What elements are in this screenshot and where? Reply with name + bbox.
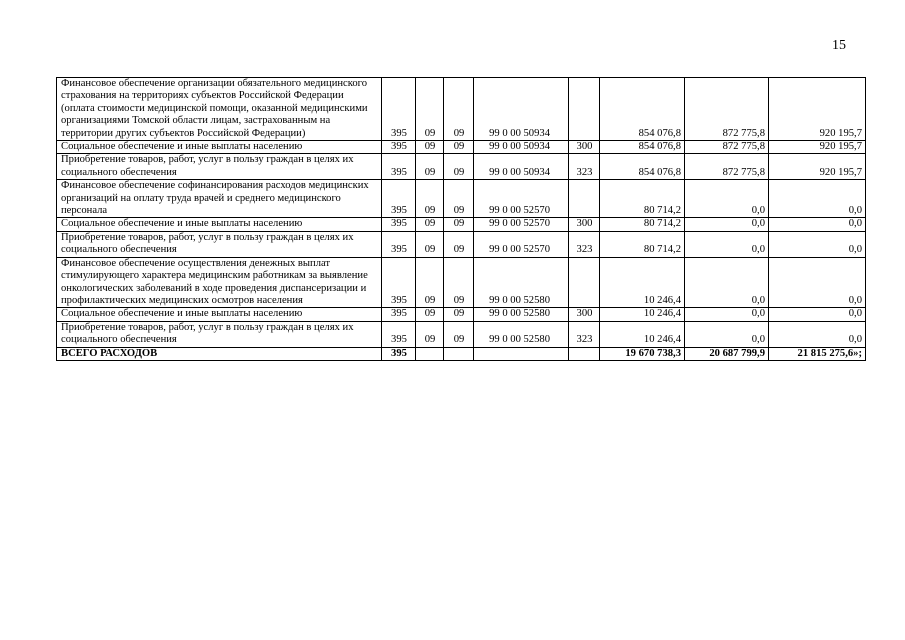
row-name-cell: Социальное обеспечение и иные выплаты населению <box>57 308 382 321</box>
target-article-code-cell: 99 0 00 52580 <box>474 257 569 308</box>
subsection-code-cell <box>444 347 474 360</box>
amount-year1-cell: 854 076,8 <box>600 154 685 180</box>
amount-year3-cell: 0,0 <box>769 257 866 308</box>
target-article-code-cell: 99 0 00 52580 <box>474 321 569 347</box>
expense-type-code-cell: 300 <box>569 141 600 154</box>
page-number: 15 <box>832 38 846 53</box>
target-article-code-cell <box>474 347 569 360</box>
admin-code-cell: 395 <box>382 308 416 321</box>
amount-year2-cell: 0,0 <box>685 308 769 321</box>
expense-type-code-cell <box>569 257 600 308</box>
row-name-cell: Приобретение товаров, работ, услуг в пользу граждан в целях их социального обеспечения <box>57 154 382 180</box>
amount-year1-cell: 854 076,8 <box>600 141 685 154</box>
expense-type-code-cell <box>569 78 600 141</box>
subsection-code-cell: 09 <box>444 257 474 308</box>
table-row <box>57 180 866 218</box>
section-code-cell: 09 <box>416 154 444 180</box>
admin-code-cell: 395 <box>382 180 416 218</box>
amount-year1-cell: 854 076,8 <box>600 78 685 141</box>
section-code-cell: 09 <box>416 141 444 154</box>
row-name-cell: Приобретение товаров, работ, услуг в пользу граждан в целях их социального обеспечения <box>57 231 382 257</box>
amount-year3-cell: 0,0 <box>769 231 866 257</box>
amount-year2-cell: 872 775,8 <box>685 78 769 141</box>
amount-year3-cell: 21 815 275,6»; <box>769 347 866 360</box>
expense-type-code-cell: 323 <box>569 154 600 180</box>
subsection-code-cell: 09 <box>444 154 474 180</box>
amount-year2-cell: 0,0 <box>685 218 769 231</box>
row-name-cell: ВСЕГО РАСХОДОВ <box>57 347 382 360</box>
amount-year1-cell: 10 246,4 <box>600 257 685 308</box>
section-code-cell: 09 <box>416 218 444 231</box>
row-name-cell: Финансовое обеспечение софинансирования расходов медицинских организаций на оплату труда врачей и среднего медицинского персонала <box>57 180 382 218</box>
expense-type-code-cell: 300 <box>569 218 600 231</box>
subsection-code-cell: 09 <box>444 141 474 154</box>
amount-year1-cell: 80 714,2 <box>600 218 685 231</box>
row-name-cell: Приобретение товаров, работ, услуг в пользу граждан в целях их социального обеспечения <box>57 321 382 347</box>
admin-code-cell: 395 <box>382 347 416 360</box>
row-name-cell: Социальное обеспечение и иные выплаты населению <box>57 218 382 231</box>
amount-year1-cell: 80 714,2 <box>600 180 685 218</box>
section-code-cell: 09 <box>416 257 444 308</box>
amount-year3-cell: 920 195,7 <box>769 154 866 180</box>
amount-year2-cell: 0,0 <box>685 180 769 218</box>
subsection-code-cell: 09 <box>444 218 474 231</box>
amount-year3-cell: 0,0 <box>769 218 866 231</box>
table-row <box>57 231 866 257</box>
admin-code-cell: 395 <box>382 218 416 231</box>
target-article-code-cell: 99 0 00 52580 <box>474 308 569 321</box>
amount-year3-cell: 920 195,7 <box>769 78 866 141</box>
target-article-code-cell: 99 0 00 50934 <box>474 141 569 154</box>
section-code-cell <box>416 347 444 360</box>
table-row <box>57 308 866 321</box>
target-article-code-cell: 99 0 00 50934 <box>474 78 569 141</box>
amount-year3-cell: 0,0 <box>769 308 866 321</box>
amount-year2-cell: 0,0 <box>685 231 769 257</box>
table-row <box>57 154 866 180</box>
budget-expenditure-table <box>56 77 866 361</box>
admin-code-cell: 395 <box>382 231 416 257</box>
expense-type-code-cell <box>569 180 600 218</box>
expense-type-code-cell <box>569 347 600 360</box>
table-row <box>57 321 866 347</box>
amount-year2-cell: 0,0 <box>685 321 769 347</box>
row-name-cell: Финансовое обеспечение организации обязательного медицинского страхования на территориях субъектов Российской Федерации (оплата стоимости медицинской помощи, оказанной медицинскими организациями Томской области лицам, застрахованным на территории других субъектов Российской Федерации) <box>57 78 382 141</box>
table-row <box>57 218 866 231</box>
target-article-code-cell: 99 0 00 52570 <box>474 218 569 231</box>
amount-year2-cell: 0,0 <box>685 257 769 308</box>
subsection-code-cell: 09 <box>444 231 474 257</box>
table-row <box>57 257 866 308</box>
section-code-cell: 09 <box>416 321 444 347</box>
target-article-code-cell: 99 0 00 52570 <box>474 180 569 218</box>
amount-year2-cell: 872 775,8 <box>685 141 769 154</box>
target-article-code-cell: 99 0 00 50934 <box>474 154 569 180</box>
section-code-cell: 09 <box>416 231 444 257</box>
expense-type-code-cell: 300 <box>569 308 600 321</box>
row-name-cell: Финансовое обеспечение осуществления денежных выплат стимулирующего характера медицинским работникам за выявление онкологических заболеваний в ходе проведения диспансеризации и профилактических медицинских осмотров населения <box>57 257 382 308</box>
amount-year3-cell: 0,0 <box>769 180 866 218</box>
target-article-code-cell: 99 0 00 52570 <box>474 231 569 257</box>
row-name-cell: Социальное обеспечение и иные выплаты населению <box>57 141 382 154</box>
amount-year3-cell: 0,0 <box>769 321 866 347</box>
expense-type-code-cell: 323 <box>569 321 600 347</box>
amount-year1-cell: 10 246,4 <box>600 321 685 347</box>
section-code-cell: 09 <box>416 180 444 218</box>
subsection-code-cell: 09 <box>444 78 474 141</box>
admin-code-cell: 395 <box>382 321 416 347</box>
expense-type-code-cell: 323 <box>569 231 600 257</box>
table-row <box>57 141 866 154</box>
table-row <box>57 78 866 141</box>
amount-year3-cell: 920 195,7 <box>769 141 866 154</box>
amount-year1-cell: 80 714,2 <box>600 231 685 257</box>
section-code-cell: 09 <box>416 78 444 141</box>
admin-code-cell: 395 <box>382 78 416 141</box>
subsection-code-cell: 09 <box>444 308 474 321</box>
admin-code-cell: 395 <box>382 257 416 308</box>
amount-year1-cell: 10 246,4 <box>600 308 685 321</box>
amount-year2-cell: 20 687 799,9 <box>685 347 769 360</box>
section-code-cell: 09 <box>416 308 444 321</box>
table-body <box>57 78 866 361</box>
admin-code-cell: 395 <box>382 154 416 180</box>
subsection-code-cell: 09 <box>444 321 474 347</box>
amount-year1-cell: 19 670 738,3 <box>600 347 685 360</box>
amount-year2-cell: 872 775,8 <box>685 154 769 180</box>
total-row <box>57 347 866 360</box>
admin-code-cell: 395 <box>382 141 416 154</box>
subsection-code-cell: 09 <box>444 180 474 218</box>
